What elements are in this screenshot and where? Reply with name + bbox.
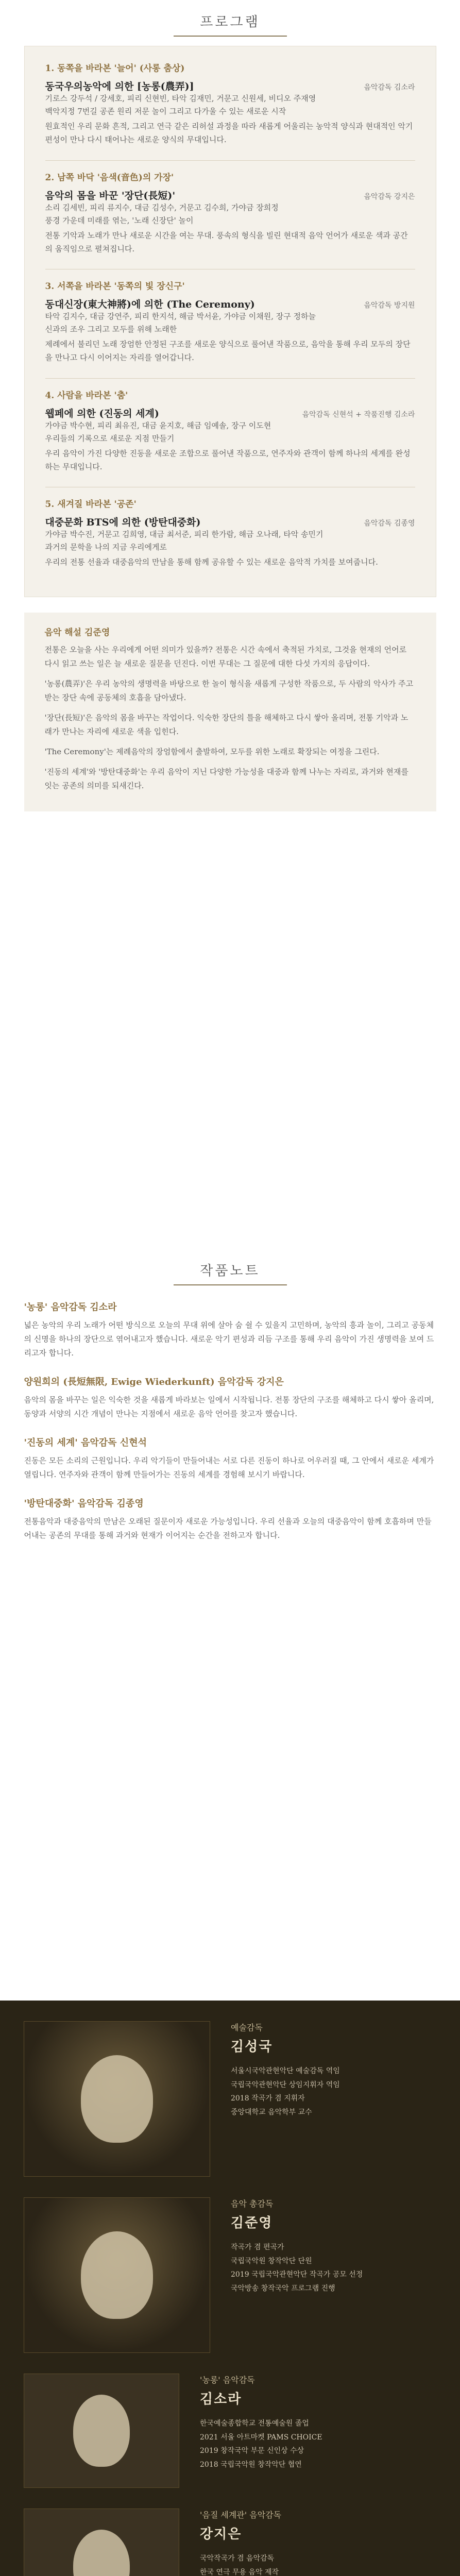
profile	[24, 2197, 436, 2353]
profile-line: 2018 작곡가 겸 지휘자	[231, 2094, 305, 2103]
composer-note-text: 넓은 농악의 우리 노래가 어떤 방식으로 오늘의 무대 위에 살아 숨 쉴 수 있을지 고민하며, 농악의 흥과 놀이, 그리고 공동체의 신명을 하나의 장단으로 엮어내고자 했습니다. 새로운 악기 편성과 리듬 구조를 통해 우리 음악이 가진 생명력을 보여 드리고자 합니다.	[24, 1320, 434, 1358]
program-item-title: 음악의 몸을 바꾼 '장단(長短)'	[45, 190, 176, 201]
program-item-title: 웹페에 의한 (진동의 세계)	[45, 408, 159, 419]
program-item-head: 4. 사람을 바라본 '춤'	[45, 390, 128, 401]
program-item	[45, 388, 415, 474]
composers-title: 작품노트	[174, 1260, 287, 1285]
notes-paragraph: 'The Ceremony'는 제례음악의 장엄함에서 출발하여, 모두를 위한 노래로 확장되는 여정을 그린다.	[44, 747, 380, 757]
profile-role: 예술감독	[231, 2023, 263, 2032]
program-item	[45, 497, 415, 569]
composer-note	[24, 1435, 436, 1482]
program-item-title: 대중문화 BTS에 의한 (방탄대중화)	[45, 517, 201, 528]
program-notes	[24, 613, 436, 811]
composer-note-head: '농롱' 음악감독 김소라	[24, 1302, 117, 1313]
profile-line: 2021 서울 아트마켓 PAMS CHOICE	[200, 2433, 322, 2442]
composer-note	[24, 1496, 436, 1543]
profile	[24, 2021, 436, 2177]
profile-photo	[24, 2197, 210, 2353]
profile-role: '음질 세계관' 음악감독	[200, 2510, 282, 2520]
program-item-sub: 가야금 박수진, 거문고 김희영, 대금 최서준, 피리 한가람, 해금 오나래, 타악 송민기	[45, 530, 323, 539]
notes-head: 음악 해설 김준영	[44, 628, 110, 638]
profile-line: 2019 창작국악 부문 신인상 수상	[200, 2447, 304, 2455]
profile	[24, 2374, 436, 2488]
program-item-line2: 풍경 가운데 미래를 엮는, '노래 신장단' 놀이	[45, 215, 194, 225]
profile-line: 중앙대학교 음악학부 교수	[231, 2108, 312, 2116]
notes-paragraph: '농롱(農弄)'은 우리 농악의 생명력을 바탕으로 한 놀이 형식을 새롭게 구성한 작품으로, 두 사람의 악사가 주고받는 장단 속에 공동체의 호흡을 담아냈다.	[44, 679, 414, 703]
program-item-credit: 음악감독 방지원	[364, 301, 415, 310]
composer-note-head: 양원희의 (長短無限, Ewige Wiederkunft) 음악감독 강지은	[24, 1377, 284, 1387]
profile-line: 작곡가 겸 편곡가	[231, 2243, 284, 2251]
portrait-icon	[73, 2530, 130, 2576]
program-item-head: 5. 새겨질 바라본 '공존'	[45, 499, 137, 510]
profile-role: 음악 총감독	[231, 2199, 274, 2209]
program-item-head: 1. 동쪽을 바라본 '늘어' (사롱 춤상)	[45, 63, 185, 74]
profile-name: 김준영	[231, 2215, 273, 2231]
program-item-sub: 소리 김세빈, 피리 류지수, 대금 김성수, 거문고 김수희, 가야금 장희정	[45, 202, 279, 212]
composer-note-text: 전통음악과 대중음악의 만남은 오래된 질문이자 새로운 가능성입니다. 우리 선율과 오늘의 대중음악이 함께 호흡하며 만들어내는 공존의 무대를 통해 과거와 현재가 이어지는 순간을 전하고자 합니다.	[24, 1517, 432, 1540]
profile	[24, 2509, 436, 2576]
program-title: 프로그램	[174, 11, 287, 37]
program-item-head: 2. 남쪽 바닥 '음색(音色)의 가장'	[45, 172, 174, 183]
profile-name: 강지은	[200, 2527, 242, 2542]
divider	[45, 378, 415, 379]
profile-line: 서울시국악관현악단 예술감독 역임	[231, 2067, 340, 2075]
program-item-title: 동국우의농악에 의한 [농롱(農弄)]	[45, 81, 194, 92]
program-item-head: 3. 서쪽을 바라본 '동쪽의 빛 장신구'	[45, 281, 185, 292]
program-item-desc: 제례에서 불리던 노래 장엄한 안정된 구조를 새로운 양식으로 풀어낸 작품으로, 음악을 통해 우리 모두의 장단을 만나고 다시 이어지는 자리를 열어갑니다.	[45, 340, 411, 363]
profile-line: 국립국악원 창작악단 단원	[231, 2257, 312, 2265]
profile-line: 국립국악관현악단 상임지휘자 역임	[231, 2080, 340, 2089]
profile-line: 2018 국립국악원 창작악단 협연	[200, 2460, 302, 2469]
program-item-credit: 음악감독 신현석 + 작품진행 김소라	[302, 410, 415, 419]
program-item-desc: 우리의 전통 선율과 대중음악의 만남을 통해 함께 공유할 수 있는 새로운 음악적 가치를 보여줍니다.	[45, 557, 378, 567]
composer-note-head: '방탄대중화' 음악감독 김종영	[24, 1498, 144, 1509]
program-item-desc: 전통 기악과 노래가 만나 새로운 시간을 여는 무대. 풍속의 형식을 빌린 현대적 음악 언어가 새로운 색과 공간의 움직임으로 펼쳐집니다.	[45, 230, 408, 253]
portrait-icon	[73, 2395, 130, 2467]
program-item-line2: 신과의 조우 그리고 모두를 위해 노래한	[45, 325, 177, 334]
profile-photo	[24, 2021, 210, 2177]
profiles-section	[0, 2001, 460, 2576]
composer-note-text: 진동은 모든 소리의 근원입니다. 우리 악기들이 만들어내는 서로 다른 진동이 하나로 어우러질 때, 그 안에서 새로운 세계가 열립니다. 연주자와 관객이 함께 만들어가는 진동의 세계를 경험해 보시기 바랍니다.	[24, 1456, 434, 1479]
profile-photo	[24, 2509, 179, 2576]
profile-name: 김성국	[231, 2039, 273, 2055]
divider	[45, 160, 415, 161]
program-item-credit: 음악감독 강지은	[364, 192, 415, 201]
program-item-sub: 기로스 강두석 / 강세호, 피리 신현빈, 타악 김재민, 거문고 신원세, 비디오 주재영	[45, 94, 316, 103]
program-item	[45, 170, 415, 256]
program-item-credit: 음악감독 김소라	[364, 83, 415, 92]
program-item	[45, 61, 415, 147]
notes-paragraph: '장단(長短)'은 음악의 몸을 바꾸는 작업이다. 익숙한 장단의 틀을 해체하고 다시 쌓아 올리며, 전통 기악과 노래가 만나는 자리에 새로운 색을 입힌다.	[44, 713, 408, 737]
notes-paragraph: '진동의 세계'와 '방탄대중화'는 우리 음악이 지닌 다양한 가능성을 대중과 함께 나누는 자리로, 과거와 현재를 잇는 공존의 의미를 되새긴다.	[44, 767, 408, 791]
profile-line: 한국예술종합학교 전통예술원 졸업	[200, 2419, 309, 2428]
profile-line: 국악방송 창작국악 프로그램 진행	[231, 2284, 335, 2293]
profile-photo	[24, 2374, 179, 2488]
composer-note-head: '진동의 세계' 음악감독 신현석	[24, 1437, 147, 1448]
notes-paragraph: 전통은 오늘을 사는 우리에게 어떤 의미가 있을까? 전통은 시간 속에서 축적된 가치로, 그것을 현재의 언어로 다시 읽고 쓰는 일은 늘 새로운 질문을 던진다. 이번 무대는 그 질문에 대한 다섯 가지의 응답이다.	[44, 645, 407, 669]
portrait-icon	[81, 2055, 153, 2143]
program-item-line2: 우리들의 기록으로 새로운 지점 만들기	[45, 433, 175, 443]
program-item-desc: 원효적인 우리 문화 흔적, 그리고 연극 같은 리허설 과정을 따라 새롭게 어울리는 농악적 양식과 현대적인 악기 편성이 만나 다시 태어나는 새로운 양식의 무대입니다.	[45, 122, 413, 145]
program-item	[45, 279, 415, 365]
program-panel	[24, 46, 436, 597]
composer-note	[24, 1375, 436, 1421]
program-item-title: 동대신장(東大神將)에 의한 (The Ceremony)	[45, 299, 255, 310]
program-item-line2: 백악지정 7번길 공존 원리 저문 놀이 그리고 다가울 수 있는 새로운 시작	[45, 107, 286, 116]
program-item-desc: 우리 음악이 가진 다양한 진동을 새로운 조합으로 풀어낸 작품으로, 연주자와 관객이 함께 하나의 세계를 완성하는 무대입니다.	[45, 448, 411, 471]
profile-line: 2019 국립국악관현악단 작곡가 공모 선정	[231, 2270, 363, 2279]
program-item-sub: 타악 김지수, 대금 강연주, 피리 한지석, 해금 박서윤, 가야금 이채원, 장구 정하늘	[45, 312, 316, 321]
program-section	[0, 0, 460, 1252]
profile-name: 김소라	[200, 2392, 242, 2407]
program-item-sub: 가야금 박수현, 피리 최유진, 대금 윤지호, 해금 임예솔, 장구 이도현	[45, 420, 271, 430]
composers-section	[0, 1252, 460, 1999]
composer-note	[24, 1300, 436, 1360]
profile-line: 한국 연극 무용 음악 제작	[200, 2568, 279, 2576]
program-item-line2: 과거의 문학을 나의 지금 우리에게로	[45, 543, 167, 552]
program-item-credit: 음악감독 김종영	[364, 519, 415, 528]
profile-role: '농롱' 음악감독	[200, 2375, 255, 2385]
portrait-icon	[81, 2231, 153, 2319]
profile-line: 국악작곡가 겸 음악감독	[200, 2554, 275, 2563]
composer-note-text: 음악의 몸을 바꾸는 일은 익숙한 것을 새롭게 바라보는 일에서 시작됩니다. 전통 장단의 구조를 해체하고 다시 쌓아 올리며, 동양과 서양의 시간 개념이 만나는 지점에서 새로운 음악 언어를 찾고자 했습니다.	[24, 1395, 434, 1418]
